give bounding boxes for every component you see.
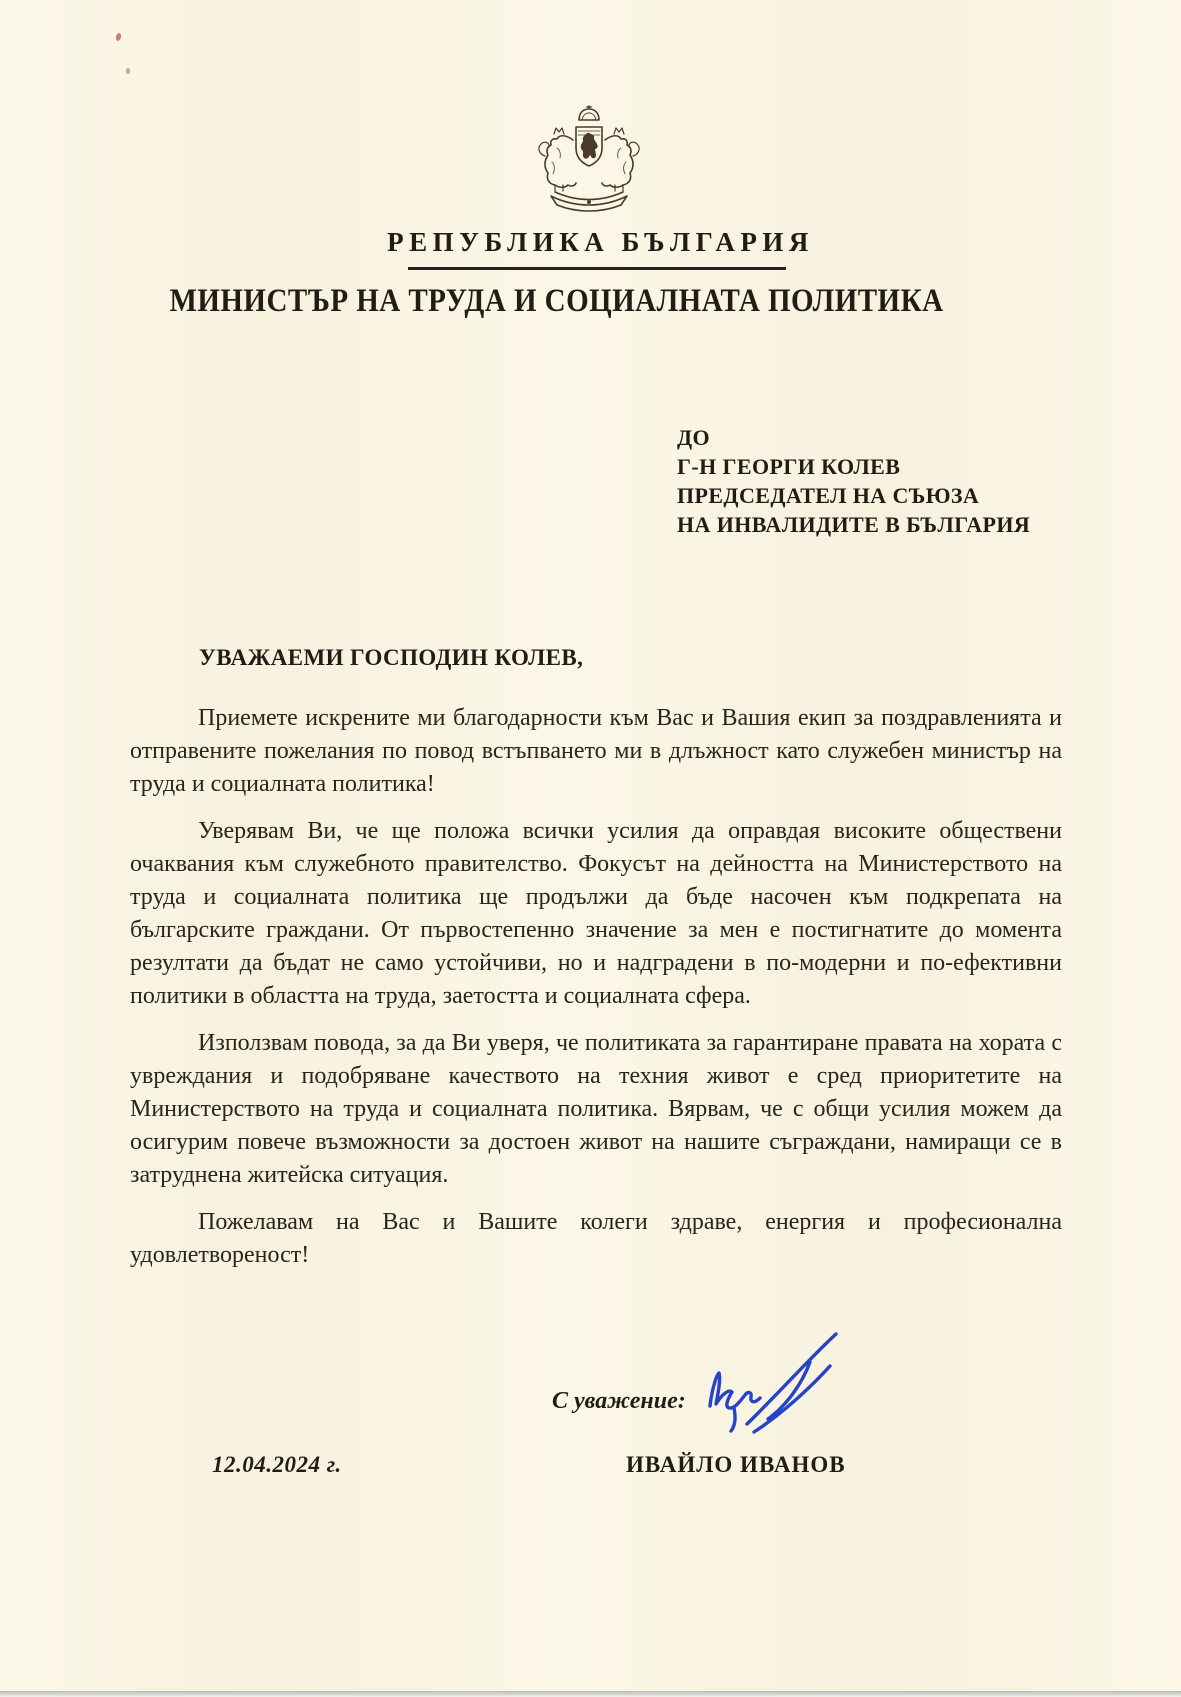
recipient-line-org: НА ИНВАЛИДИТЕ В БЪЛГАРИЯ: [677, 512, 1031, 537]
recipient-line-name: Г-Н ГЕОРГИ КОЛЕВ: [677, 454, 901, 479]
paragraph-1: Приемете искрените ми благодарности към Вас и Вашия екип за поздравленията и отправените пожелания по повод встъпването ми в длъжност като служебен министър на труда и социалната политика!: [130, 705, 1062, 797]
letter-body: [130, 702, 1062, 1272]
title-underline-divider: [408, 267, 786, 270]
recipient-block: [677, 423, 1030, 539]
recipient-line-title: ПРЕДСЕДАТЕЛ НА СЪЮЗА: [677, 483, 980, 508]
paragraph-2: Уверявам Ви, че ще положа всички усилия да оправдая високите обществени очаквания към служебното правителство. Фокусът на дейността на Министерството на труда и социалната политика ще продължи да бъде насочен към подкрепата на българските граждани. От първостепенно значение за мен е постигнатите до момента резултати да бъдат не само устойчиви, но и надградени в по-модерни и по-ефективни политики в областта на труда, заетостта и социалната сфера.: [130, 818, 1062, 1009]
recipient-line-to: ДО: [677, 425, 711, 450]
scan-speck: [126, 68, 130, 74]
paragraph-4: Пожелавам на Вас и Вашите колеги здраве, енергия и професионална удовлетвореност!: [130, 1209, 1062, 1268]
minister-title: МИНИСТЪР НА ТРУДА И СОЦИАЛНАТА ПОЛИТИКА: [169, 283, 944, 319]
paragraph-3: Използвам повода, за да Ви уверя, че политиката за гарантиране правата на хората с увреждания и подобряване качеството на техния живот е сред приоритетите на Министерството на труда и социалната политика. Вярвам, че с общи усилия можем да осигурим повече възможности за достоен живот на нашите съграждани, намиращи се в затруднена житейска ситуация.: [130, 1030, 1062, 1188]
bulgaria-coat-of-arms-icon: [527, 104, 651, 221]
scan-bottom-edge: [0, 1691, 1181, 1697]
scan-speck: [115, 32, 122, 41]
letter-date: 12.04.2024 г.: [212, 1452, 342, 1477]
salutation: УВАЖАЕМИ ГОСПОДИН КОЛЕВ,: [199, 645, 584, 670]
closing-label: С уважение:: [552, 1388, 686, 1414]
signer-name: ИВАЙЛО ИВАНОВ: [626, 1452, 846, 1477]
handwritten-signature-icon: [690, 1326, 865, 1451]
republic-title: РЕПУБЛИКА БЪЛГАРИЯ: [387, 227, 814, 257]
